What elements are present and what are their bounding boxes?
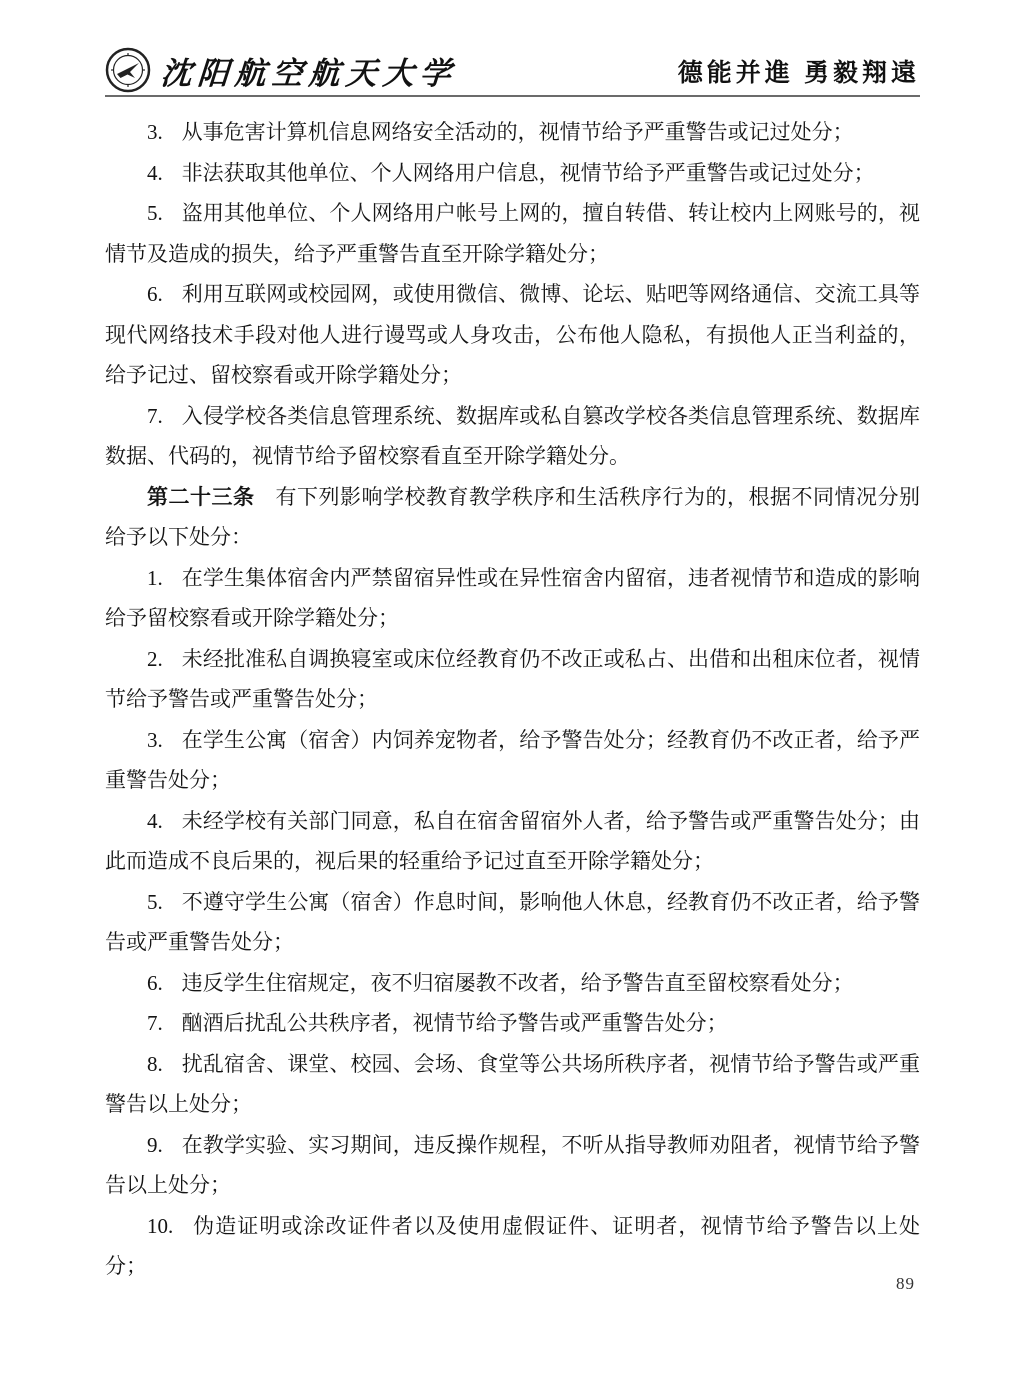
paragraph-text: 有下列影响学校教育教学秩序和生活秩序行为的，根据不同情况分别给予以下处分： [105,484,920,549]
university-logo-icon [105,47,151,93]
paragraph [105,1044,920,1125]
paragraph-text: 不遵守学生公寓（宿舍）作息时间，影响他人休息，经教育仍不改正者，给予警告或严重警告处分； [105,889,920,954]
paragraph-text: 盗用其他单位、个人网络用户帐号上网的，擅自转借、转让校内上网账号的，视情节及造成的损失，给予严重警告直至开除学籍处分； [105,201,920,266]
paragraph [105,396,920,477]
paragraph-text: 违反学生住宿规定，夜不归宿屡教不改者，给予警告直至留校察看处分； [181,970,854,995]
paragraph-label: 2. [147,646,163,671]
paragraph [105,639,920,720]
paragraph-label: 3. [147,727,163,752]
paragraph-label: 7. [147,1011,163,1035]
paragraph [105,193,920,274]
paragraph-label: 4. [147,808,163,833]
paragraph-label: 6. [147,282,163,306]
paragraph [105,477,920,558]
paragraph-label: 5. [147,201,163,225]
paragraph-label: 6. [147,970,163,995]
paragraph-text: 入侵学校各类信息管理系统、数据库或私自篡改学校各类信息管理系统、数据库数据、代码的，视情节给予留校察看直至开除学籍处分。 [105,403,920,468]
paragraph [105,963,920,1004]
paragraph [105,720,920,801]
paragraph-label: 5. [147,889,163,914]
paragraph [105,153,920,194]
paragraph-text: 非法获取其他单位、个人网络用户信息，视情节给予严重警告或记过处分； [181,160,875,185]
paragraph-text: 在学生公寓（宿舍）内饲养宠物者，给予警告处分；经教育仍不改正者，给予严重警告处分； [105,727,920,792]
paragraph [105,112,920,153]
document-body [105,112,920,1287]
university-motto: 德能并進 勇毅翔遠 [677,60,920,87]
paragraph-text: 在学生集体宿舍内严禁留宿异性或在异性宿舍内留宿，违者视情节和造成的影响给予留校察看或开除学籍处分； [105,565,920,630]
paragraph-text: 酗酒后扰乱公共秩序者，视情节给予警告或严重警告处分； [181,1011,728,1035]
page-header [105,0,920,97]
paragraph-label: 第二十三条 [147,484,255,509]
paragraph [105,1125,920,1206]
paragraph-text: 从事危害计算机信息网络安全活动的，视情节给予严重警告或记过处分； [181,120,854,144]
paragraph-text: 在教学实验、实习期间，违反操作规程，不听从指导教师劝阻者，视情节给予警告以上处分； [105,1132,920,1197]
paragraph-label: 4. [147,160,163,185]
paragraph [105,1003,920,1044]
paragraph-text: 未经学校有关部门同意，私自在宿舍留宿外人者，给予警告或严重警告处分；由此而造成不良后果的，视后果的轻重给予记过直至开除学籍处分； [105,808,920,873]
paragraph-label: 8. [147,1051,163,1076]
paragraph-text: 未经批准私自调换寝室或床位经教育仍不改正或私占、出借和出租床位者，视情节给予警告或严重警告处分； [105,646,920,711]
paragraph [105,882,920,963]
paragraph-label: 9. [147,1132,163,1157]
paragraph-text: 扰乱宿舍、课堂、校园、会场、食堂等公共场所秩序者，视情节给予警告或严重警告以上处分； [105,1051,920,1116]
paragraph-label: 1. [147,565,163,590]
page-number: 89 [896,1274,915,1293]
paragraph-label: 3. [147,120,163,144]
paragraph-text: 利用互联网或校园网，或使用微信、微博、论坛、贴吧等网络通信、交流工具等现代网络技术手段对他人进行谩骂或人身攻击，公布他人隐私，有损他人正当利益的，给予记过、留校察看或开除学籍处分； [105,282,920,387]
paragraph [105,274,920,396]
paragraph-label: 7. [147,403,163,428]
university-name: 沈阳航空航天大学 [159,55,459,91]
paragraph-text: 伪造证明或涂改证件者以及使用虚假证件、证明者，视情节给予警告以上处分； [105,1213,920,1278]
paragraph [105,801,920,882]
header-brand [105,47,457,93]
paragraph [105,558,920,639]
paragraph-label: 10. [147,1213,174,1238]
